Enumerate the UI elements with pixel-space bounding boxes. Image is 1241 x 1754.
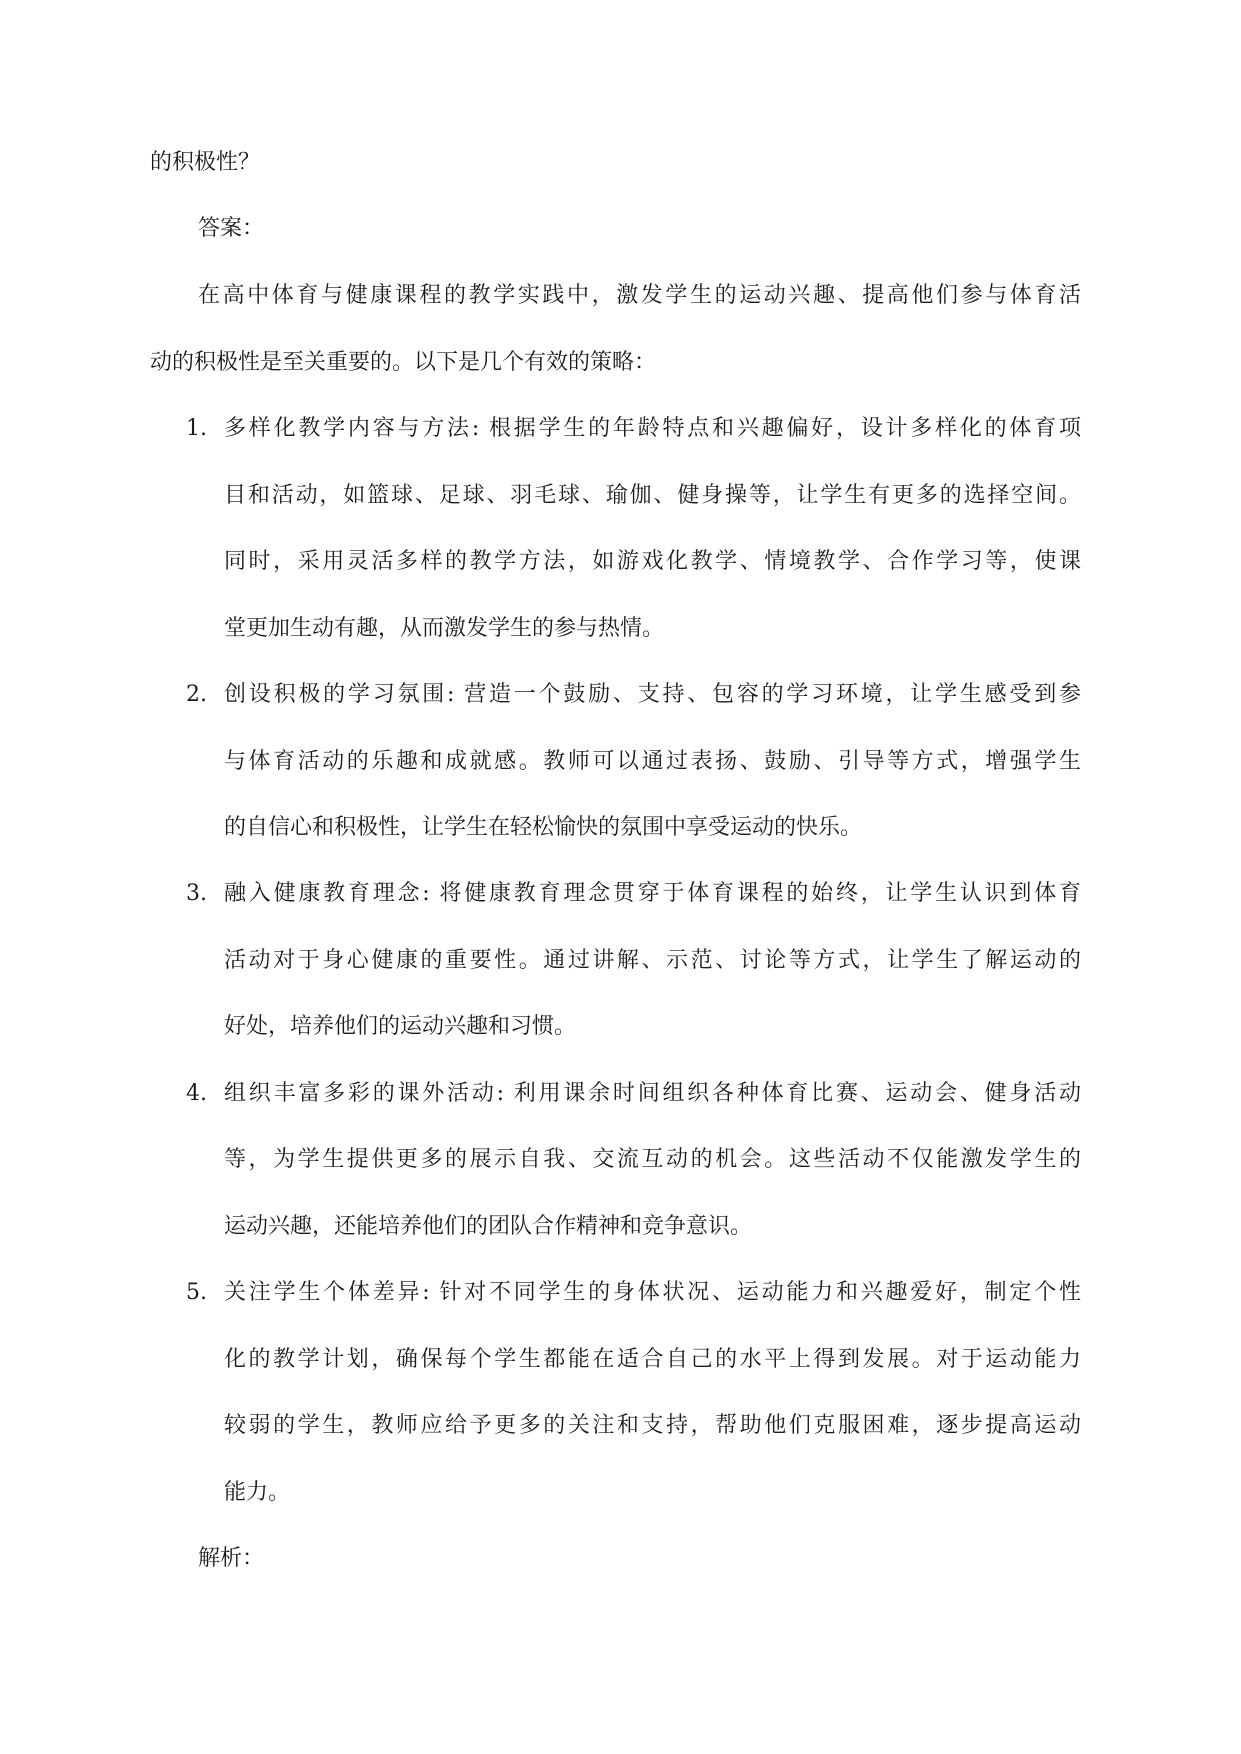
- answer-label: 答案：: [198, 216, 265, 241]
- list-item-line: 组织丰富多彩的课外活动: 利用课余时间组织各种体育比赛、运动会、健身活动: [224, 1081, 1081, 1106]
- list-item-line: 关注学生个体差异: 针对不同学生的身体状况、运动能力和兴趣爱好，制定个性: [224, 1280, 1081, 1305]
- list-item-number: 3.: [186, 881, 207, 906]
- list-item-line: 等，为学生提供更多的展示自我、交流互动的机会。这些活动不仅能激发学生的: [224, 1147, 1081, 1172]
- question-continuation: 的积极性？: [150, 150, 261, 175]
- list-item-line: 的自信心和积极性，让学生在轻松愉快的氛围中享受运动的快乐。: [224, 815, 863, 840]
- list-item-line: 运动兴趣，还能培养他们的团队合作精神和竞争意识。: [224, 1214, 753, 1239]
- list-item-line: 同时，采用灵活多样的教学方法，如游戏化教学、情境教学、合作学习等，使课: [224, 549, 1081, 574]
- list-item-line: 多样化教学内容与方法: 根据学生的年龄特点和兴趣偏好，设计多样化的体育项: [224, 416, 1081, 441]
- list-item-line: 与体育活动的乐趣和成就感。教师可以通过表扬、鼓励、引导等方式，增强学生: [224, 749, 1081, 774]
- intro-line-2: 动的积极性是至关重要的。以下是几个有效的策略：: [150, 350, 657, 375]
- list-item-number: 1.: [186, 416, 207, 441]
- list-item-number: 5.: [186, 1280, 207, 1305]
- list-item-line: 能力。: [224, 1480, 291, 1505]
- list-item-line: 好处，培养他们的运动兴趣和习惯。: [224, 1014, 577, 1039]
- list-item-line: 堂更加生动有趣，从而激发学生的参与热情。: [224, 616, 665, 641]
- list-item-line: 融入健康教育理念: 将健康教育理念贯穿于体育课程的始终，让学生认识到体育: [224, 881, 1081, 906]
- list-item-line: 化的教学计划，确保每个学生都能在适合自己的水平上得到发展。对于运动能力: [224, 1347, 1081, 1372]
- list-item-line: 目和活动，如篮球、足球、羽毛球、瑜伽、健身操等，让学生有更多的选择空间。: [224, 483, 1081, 508]
- list-item-number: 2.: [186, 682, 207, 707]
- analysis-label: 解析：: [198, 1546, 265, 1571]
- list-item-line: 较弱的学生，教师应给予更多的关注和支持，帮助他们克服困难，逐步提高运动: [224, 1413, 1081, 1438]
- list-item-number: 4.: [186, 1081, 207, 1106]
- intro-line-1: 在高中体育与健康课程的教学实践中，激发学生的运动兴趣、提高他们参与体育活: [198, 283, 1081, 308]
- list-item-line: 活动对于身心健康的重要性。通过讲解、示范、讨论等方式，让学生了解运动的: [224, 948, 1081, 973]
- list-item-line: 创设积极的学习氛围: 营造一个鼓励、支持、包容的学习环境，让学生感受到参: [224, 682, 1081, 707]
